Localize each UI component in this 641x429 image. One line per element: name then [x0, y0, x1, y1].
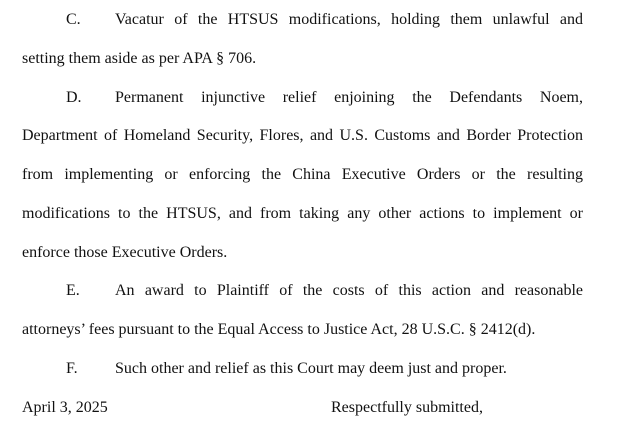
item-c-line-1 — [66, 10, 583, 30]
item-d-line-2: Department of Homeland Security, Flores, and U.S. Customs and Border Protection — [22, 127, 583, 144]
item-d-line-3: from implementing or enforcing the China Executive Orders or the resulting — [22, 166, 583, 183]
signature-date: April 3, 2025 — [22, 399, 108, 416]
item-e-line-2: attorneys’ fees pursuant to the Equal Access to Justice Act, 28 U.S.C. § 2412(d). — [22, 321, 536, 338]
item-d-line-4: modifications to the HTSUS, and from taking any other actions to implement or — [22, 205, 583, 222]
item-f-line-1 — [66, 359, 583, 379]
item-d-line-5: enforce those Executive Orders. — [22, 244, 228, 261]
item-c-line-2: setting them aside as per APA § 706. — [22, 50, 257, 67]
item-e-letter: E. — [66, 282, 80, 299]
item-d-line-1 — [66, 88, 583, 108]
item-c-first-line: Vacatur of the HTSUS modifications, holding them unlawful and — [115, 11, 583, 28]
item-f-letter: F. — [66, 360, 78, 377]
item-e-line-1 — [66, 281, 583, 301]
closing-phrase: Respectfully submitted, — [331, 399, 483, 416]
item-d-first-line: Permanent injunctive relief enjoining the Defendants Noem, — [115, 89, 583, 106]
item-c-letter: C. — [66, 11, 81, 28]
item-e-first-line: An award to Plaintiff of the costs of this action and reasonable — [115, 282, 583, 299]
item-d-letter: D. — [66, 89, 82, 106]
item-f-first-line: Such other and relief as this Court may deem just and proper. — [115, 360, 507, 377]
